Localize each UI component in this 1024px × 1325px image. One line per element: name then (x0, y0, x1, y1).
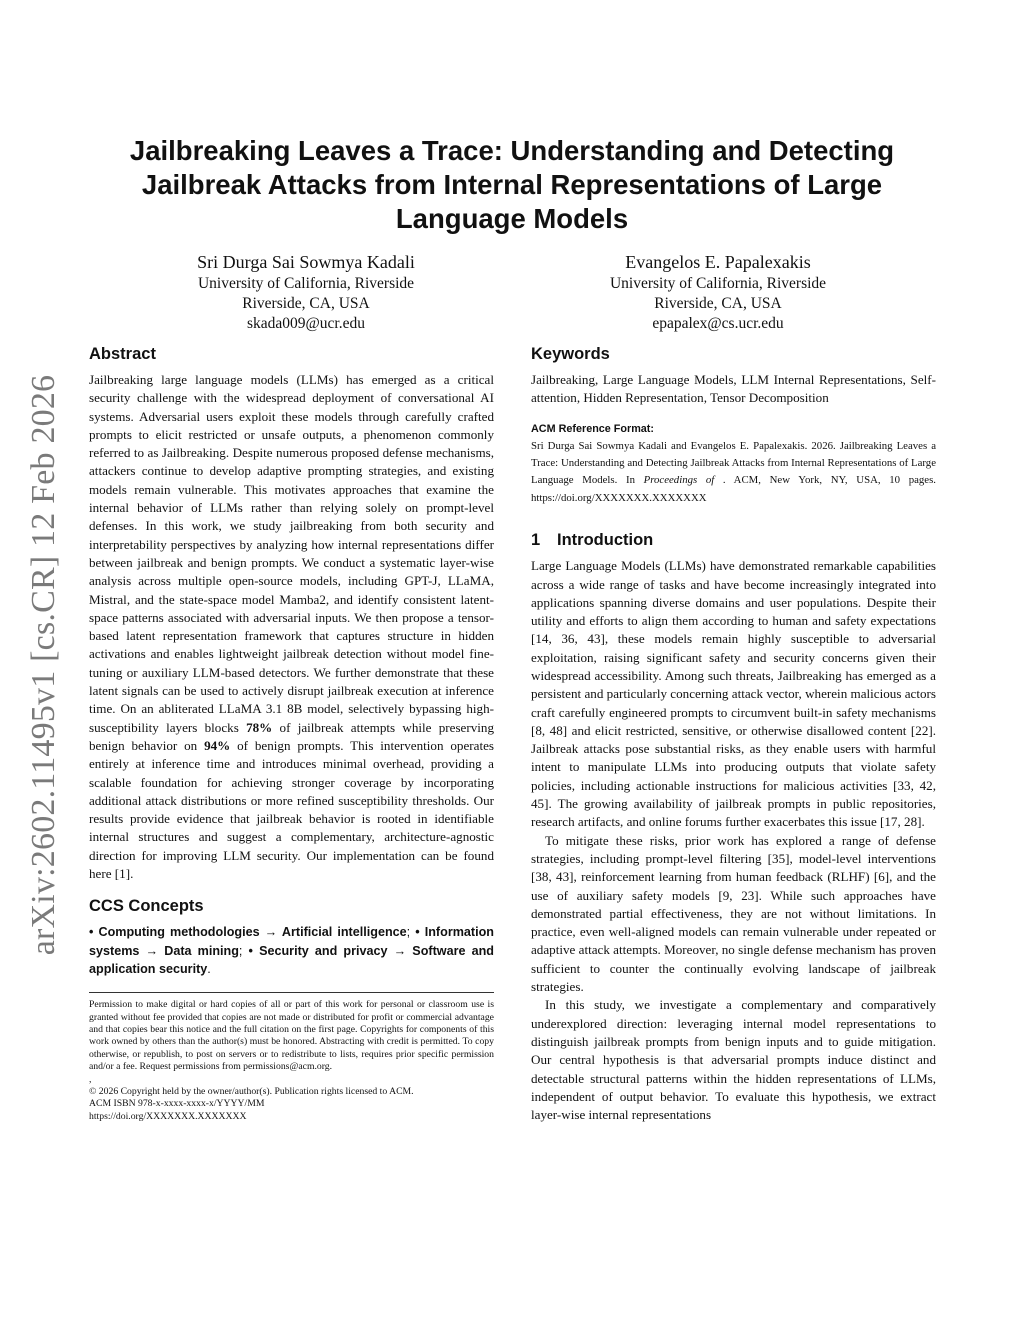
ccs-item: • Security and privacy → Software and application security (89, 943, 494, 976)
acm-reference-venue: Proceedings of (643, 474, 715, 487)
paper-title: Jailbreaking Leaves a Trace: Understanding and Detecting Jailbreak Attacks from Internal Representations of Large Language Models (129, 135, 895, 234)
isbn: ACM ISBN 978-x-xxxx-xxxx-x/YYYY/MM (89, 1098, 265, 1110)
abstract-text-part: of jailbreak attempts while preserving benign behavior on (89, 719, 495, 753)
abstract-text (89, 371, 494, 883)
author-name: Evangelos E. Papalexakis (625, 252, 811, 272)
copyright-notice: © 2026 Copyright held by the owner/author(s). Publication rights licensed to ACM. (89, 1086, 414, 1098)
ccs-separator: ; (406, 925, 416, 940)
acm-reference-heading: ACM Reference Format: (531, 422, 654, 435)
right-column (531, 343, 936, 1124)
author-block-1 (126, 250, 486, 334)
abstract-text-part: of benign prompts. This intervention operates entirely at inference time and introduces minimal overhead, providing a scalable foundation for achieving stronger coverage by incorporating additional attack distributions or more refined susceptibility thresholds. Our results provide evidence that jailbreak behavior is rooted in identifiable internal structures and suggest a complementary, architecture-agnostic direction for improving LLM security. Our implementation can be found here [1]. (89, 737, 494, 882)
author-affiliation: University of California, Riverside (197, 275, 415, 292)
keywords-text: Jailbreaking, Large Language Models, LLM Internal Representations, Self-attention, Hidden Representation, Tensor Decomposition (531, 372, 936, 406)
author-email[interactable]: epapalex@cs.ucr.edu (652, 315, 784, 332)
left-column (89, 343, 494, 1123)
ccs-heading: CCS Concepts (89, 897, 204, 916)
arxiv-identifier-text: arXiv:2602.11495v1 [cs.CR] 12 Feb 2026 (25, 374, 62, 955)
acm-reference-text (531, 438, 936, 508)
author-email[interactable]: skada009@ucr.edu (246, 315, 365, 332)
ccs-item: • Computing methodologies → Artificial intelligence (89, 925, 407, 940)
acm-reference-part: . ACM, New York, NY, USA, 10 pages. https://doi.org/XXXXXXX.XXXXXXX (531, 474, 936, 504)
permission-comma: , (89, 1073, 92, 1085)
acm-reference-part: Sri Durga Sai Sowmya Kadali and Evangelos E. Papalexakis. 2026. Jailbreaking Leaves a Trace: Understanding and Detecting Jailbreak Attacks from Internal Representations of Large Language Models. In (531, 439, 936, 487)
ccs-concepts (89, 923, 494, 978)
intro-paragraph-3: In this study, we investigate a complementary and comparatively underexplored direction: leveraging internal model representations to distinguish jailbreak prompts from benign inputs and to guide mitigation. Our central hypothesis is that adversarial prompts induce distinct and detectable structural patterns within the hidden representations of LLMs, independent of output behavior. To evaluate this hypothesis, we extract layer-wise internal representations (531, 997, 936, 1123)
doi-link[interactable]: https://doi.org/XXXXXXX.XXXXXXX (89, 1110, 247, 1122)
section-number: 1 (531, 531, 541, 550)
abstract-stat-blocked: 78% (246, 719, 273, 735)
ccs-separator: ; (238, 943, 249, 958)
ccs-end: . (207, 961, 211, 976)
author-affiliation: University of California, Riverside (609, 275, 827, 292)
abstract-stat-preserved: 94% (204, 737, 231, 753)
author-location: Riverside, CA, USA (654, 295, 782, 312)
ccs-item: • Information systems → Data mining (89, 925, 495, 958)
abstract-heading: Abstract (89, 345, 156, 363)
intro-paragraph-1: Large Language Models (LLMs) have demonstrated remarkable capabilities across a wide range of tasks and have become increasingly integrated into applications spanning diverse domains and user populations. Despite their utility and efforts to align them according to human and safety expectations [14, 36, 43], these models remain highly susceptible to adversarial exploitation, raising significant safety and security concerns given their widespread accessibility. Among such threats, Jailbreaking has emerged as a persistent and particularly concerning attack vector, wherein malicious actors craft carefully engineered prompts to circumvent built-in safety mechanisms [8, 48] and elicit restricted, sensitive, or otherwise disallowed content [22]. Jailbreak attacks pose substantial risks, as they enable users with harmful intent to manipulate LLMs into producing outputs that violate safety policies, including actionable instructions for malicious activities [33, 42, 45]. The growing availability of jailbreak prompts in public repositories, research artifacts, and online forums further exacerbates this issue [17, 28]. (531, 558, 936, 830)
author-location: Riverside, CA, USA (242, 295, 370, 312)
section-title: Introduction (557, 531, 654, 550)
permission-notice: Permission to make digital or hard copies of all or part of this work for personal or classroom use is granted without fee provided that copies are not made or distributed for profit or commercial advantage and that copies bear this notice and the full citation on the first page. Copyrights for components of this work owned by others than the author(s) must be honored. Abstracting with credit is permitted. To copy otherwise, or republish, to post on servers or to redistribute to lists, requires prior specific permission and/or a fee. Request permissions from permissions@acm.org. (89, 999, 494, 1073)
introduction-heading (531, 529, 936, 551)
intro-paragraph-2: To mitigate these risks, prior work has explored a range of defense strategies, including prompt-level filtering [35], model-level interventions [38, 43], reinforcement learning from human feedback (RLHF) [6], and the use of auxiliary safety models [9, 23]. While such approaches have demonstrated partial effectiveness, they are not without limitations. In practice, even well-aligned models can remain vulnerable under repeated or adaptive attack attempts. Moreover, no single defense mechanism has proven sufficient to counter the continually evolving landscape of jailbreak strategies. (531, 832, 936, 995)
author-name: Sri Durga Sai Sowmya Kadali (197, 252, 415, 272)
keywords-heading: Keywords (531, 345, 610, 363)
author-block-2 (538, 250, 898, 334)
arxiv-identifier-stamp (24, 372, 64, 957)
abstract-text-part: Jailbreaking large language models (LLMs) has emerged as a critical security challenge with the widespread deployment of conversational AI systems. Adversarial users exploit these models through carefully crafted prompts to elicit restricted or unsafe outputs, a phenomenon commonly referred to as Jailbreaking. Despite numerous proposed defense mechanisms, attackers continue to develop adaptive prompting strategies, and existing models remain vulnerable. This motivates approaches that examine the internal behavior of LLMs rather than relying solely on prompt-level defenses. In this work, we study jailbreaking from both security and interpretability perspectives by analyzing how internal representations differ between jailbreak and benign prompts. We conduct a systematic layer-wise analysis across multiple open-source models, including GPT-J, LLaMA, Mistral, and the state-space model Mamba2, and identify consistent latent-space patterns associated with adversarial inputs. We then propose a tensor-based latent representation framework that captures structure in hidden activations and enables lightweight jailbreak detection without model fine-tuning or auxiliary LLM-based detectors. We further demonstrate that these latent signals can be used to actively disrupt jailbreak execution at inference time. On an abliterated LLaMA 3.1 8B model, selectively bypassing high-susceptibility layers blocks (89, 372, 494, 735)
